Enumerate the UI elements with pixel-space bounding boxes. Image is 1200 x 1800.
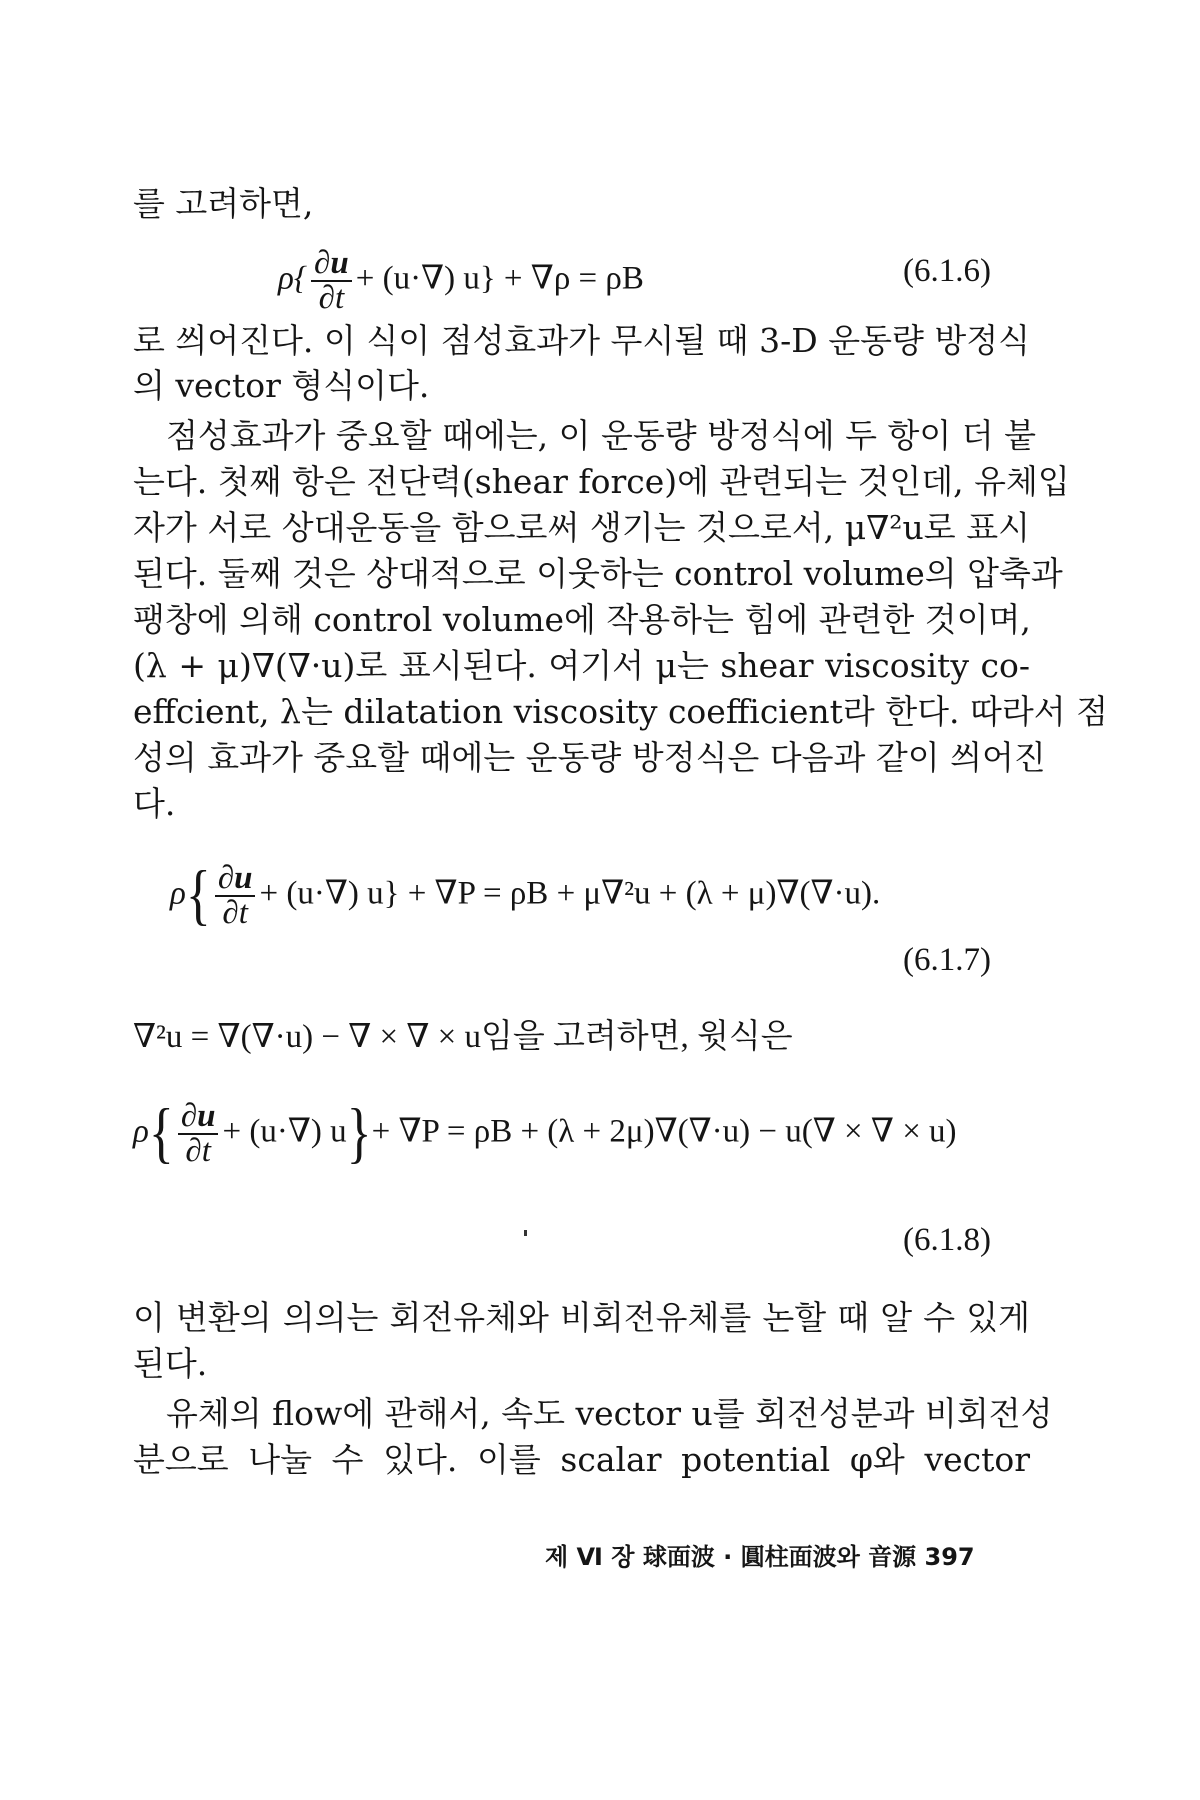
equation-number-6-1-8: (6.1.8) [903,1222,991,1258]
text-line-16: 유체의 flow에 관해서, 속도 vector u를 회전성분과 비회전성 [166,1394,1053,1433]
eq3-rest: + (u·∇) u [222,1113,347,1150]
text-line-6: 자가 서로 상대운동을 함으로써 생기는 것으로서, μ∇²u로 표시 [133,508,1030,547]
eq1-numerator: ∂u [314,245,349,281]
eq3-numerator: ∂u [180,1098,216,1134]
text-line-9: (λ + μ)∇(∇·u)로 표시된다. 여기서 μ는 shear viscosity co- [133,646,1030,685]
equation-6-1-8 [133,1096,957,1171]
eq3-right-brace: } [346,1096,372,1171]
eq2-prefix: ρ [170,875,186,912]
eq3-rest2: + ∇P = ρB + (λ + 2μ)∇(∇·u) − u(∇ × ∇ × u) [371,1113,957,1150]
text-line-1: 를 고려하면, [133,184,314,223]
eq1-prefix: ρ{ [278,260,308,297]
equation-number-6-1-6: (6.1.6) [903,253,991,289]
equation-6-1-7 [170,858,881,933]
eq1-rest: + (u·∇) u} + ∇ρ = ρB [355,260,644,297]
eq2-left-brace: { [185,858,211,933]
text-line-13: ∇²u = ∇(∇·u) − ∇ × ∇ × u임을 고려하면, 윗식은 [133,1019,793,1055]
eq2-fraction [215,862,256,930]
text-line-12: 다. [133,784,176,823]
text-line-14: 이 변환의 의의는 회전유체와 비회전유체를 논할 때 알 수 있게 [133,1298,1030,1337]
eq3-denominator: ∂t [178,1133,219,1168]
eq1-fraction [311,247,352,315]
text-line-2: 로 씌어진다. 이 식이 점성효과가 무시될 때 3-D 운동량 방정식 [133,321,1030,360]
running-footer: 제 Ⅵ 장 球面波 · 圓柱面波와 音源 397 [545,1543,975,1571]
eq2-rest: + (u·∇) u} + ∇P = ρB + μ∇²u + (λ + μ)∇(∇·u). [259,875,881,912]
text-line-10: effcient, λ는 dilatation viscosity coefficient라 한다. 따라서 점 [133,692,1109,731]
eq3-prefix: ρ [133,1113,149,1150]
eq2-denominator: ∂t [215,895,256,930]
text-line-15: 된다. [133,1344,208,1383]
text-line-11: 성의 효과가 중요할 때에는 운동량 방정식은 다음과 같이 씌어진 [133,738,1046,777]
equation-number-6-1-7: (6.1.7) [903,942,991,978]
text-line-3: 의 vector 형식이다. [133,366,430,405]
eq2-numerator: ∂u [217,860,253,896]
text-line-17: 분으로 나눌 수 있다. 이를 scalar potential φ와 vector [133,1440,1030,1479]
eq3-fraction [178,1100,219,1168]
stray-mark [524,1230,527,1236]
equation-6-1-6 [278,247,644,315]
text-line-7: 된다. 둘째 것은 상대적으로 이웃하는 control volume의 압축과 [133,554,1063,593]
eq1-denominator: ∂t [311,280,352,315]
text-line-4: 점성효과가 중요할 때에는, 이 운동량 방정식에 두 항이 더 붙 [166,416,1036,455]
text-line-5: 는다. 첫째 항은 전단력(shear force)에 관련되는 것인데, 유체입 [133,462,1070,501]
text-line-8: 팽창에 의해 control volume에 작용하는 힘에 관련한 것이며, [133,600,1031,639]
eq3-left-brace: { [148,1096,174,1171]
